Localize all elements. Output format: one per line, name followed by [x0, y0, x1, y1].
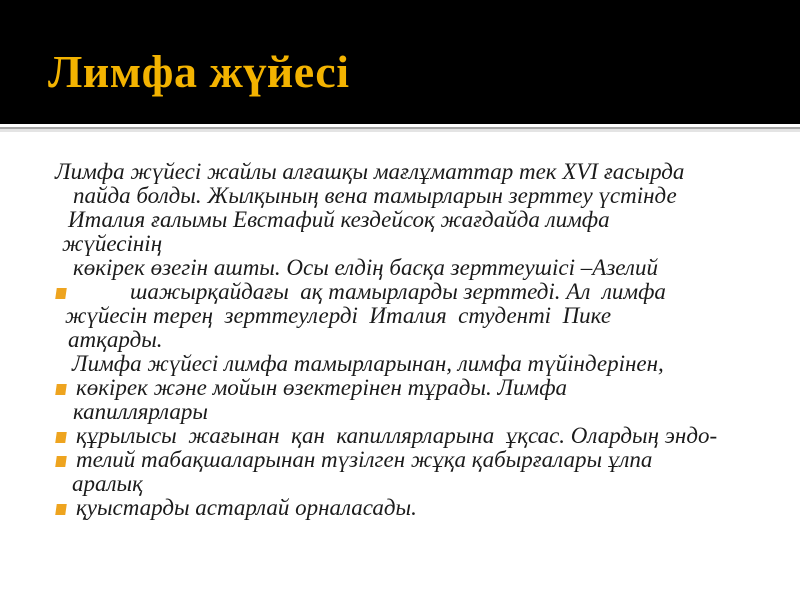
line-text: Италия ғалымы Евстафий кездейсоқ жағдайда лимфа	[68, 207, 610, 232]
text-line	[0, 400, 800, 424]
text-line	[0, 256, 800, 280]
line-text: көкірек және мойын өзектерінен тұрады. Лимфа	[76, 375, 568, 400]
slide-title: Лимфа жүйесі	[48, 46, 350, 97]
text-line	[0, 328, 800, 352]
text-line	[0, 160, 800, 184]
text-line	[0, 232, 800, 256]
slide-header	[0, 0, 800, 124]
bullet-square-icon	[55, 432, 67, 443]
bullet-square-icon	[55, 288, 67, 299]
line-text: көкірек өзегін ашты. Осы елдің басқа зерттеушісі –Азелий	[73, 255, 658, 280]
line-text: Лимфа жүйесі лимфа тамырларынан, лимфа түйіндерінен,	[72, 351, 664, 376]
bullet-square-icon	[55, 504, 67, 515]
bullet-line	[0, 448, 800, 472]
line-text: қуыстарды астарлай орналасады.	[76, 495, 417, 520]
line-text: шажырқайдағы ақ тамырларды зерттеді. Ал лимфа	[130, 279, 666, 304]
bullet-line	[0, 376, 800, 400]
line-text: жүйесінің	[62, 231, 163, 256]
line-text: жүйесін терең зерттеулерді Италия студенті Пике	[65, 303, 612, 328]
text-line	[0, 352, 800, 376]
bullet-line	[0, 280, 800, 304]
line-text: Лимфа жүйесі жайлы алғашқы мағлұматтар тек XVI ғасырда	[55, 159, 685, 184]
text-line	[0, 304, 800, 328]
line-text: пайда болды. Жылқының вена тамырларын зерттеу үстінде	[73, 183, 677, 208]
slide-body	[0, 132, 800, 520]
text-line	[0, 208, 800, 232]
text-line	[0, 184, 800, 208]
bullet-line	[0, 424, 800, 448]
bullet-line	[0, 496, 800, 520]
line-text: капиллярлары	[73, 399, 208, 424]
bullet-square-icon	[55, 456, 67, 467]
bullet-square-icon	[55, 384, 67, 395]
line-text: құрылысы жағынан қан капиллярларына ұқсас. Олардың эндо-	[76, 423, 718, 448]
line-text: аралық	[72, 471, 143, 496]
text-line	[0, 472, 800, 496]
line-text: телий табақшаларынан түзілген жұқа қабырғалары ұлпа	[76, 447, 653, 472]
line-text: атқарды.	[68, 327, 163, 352]
